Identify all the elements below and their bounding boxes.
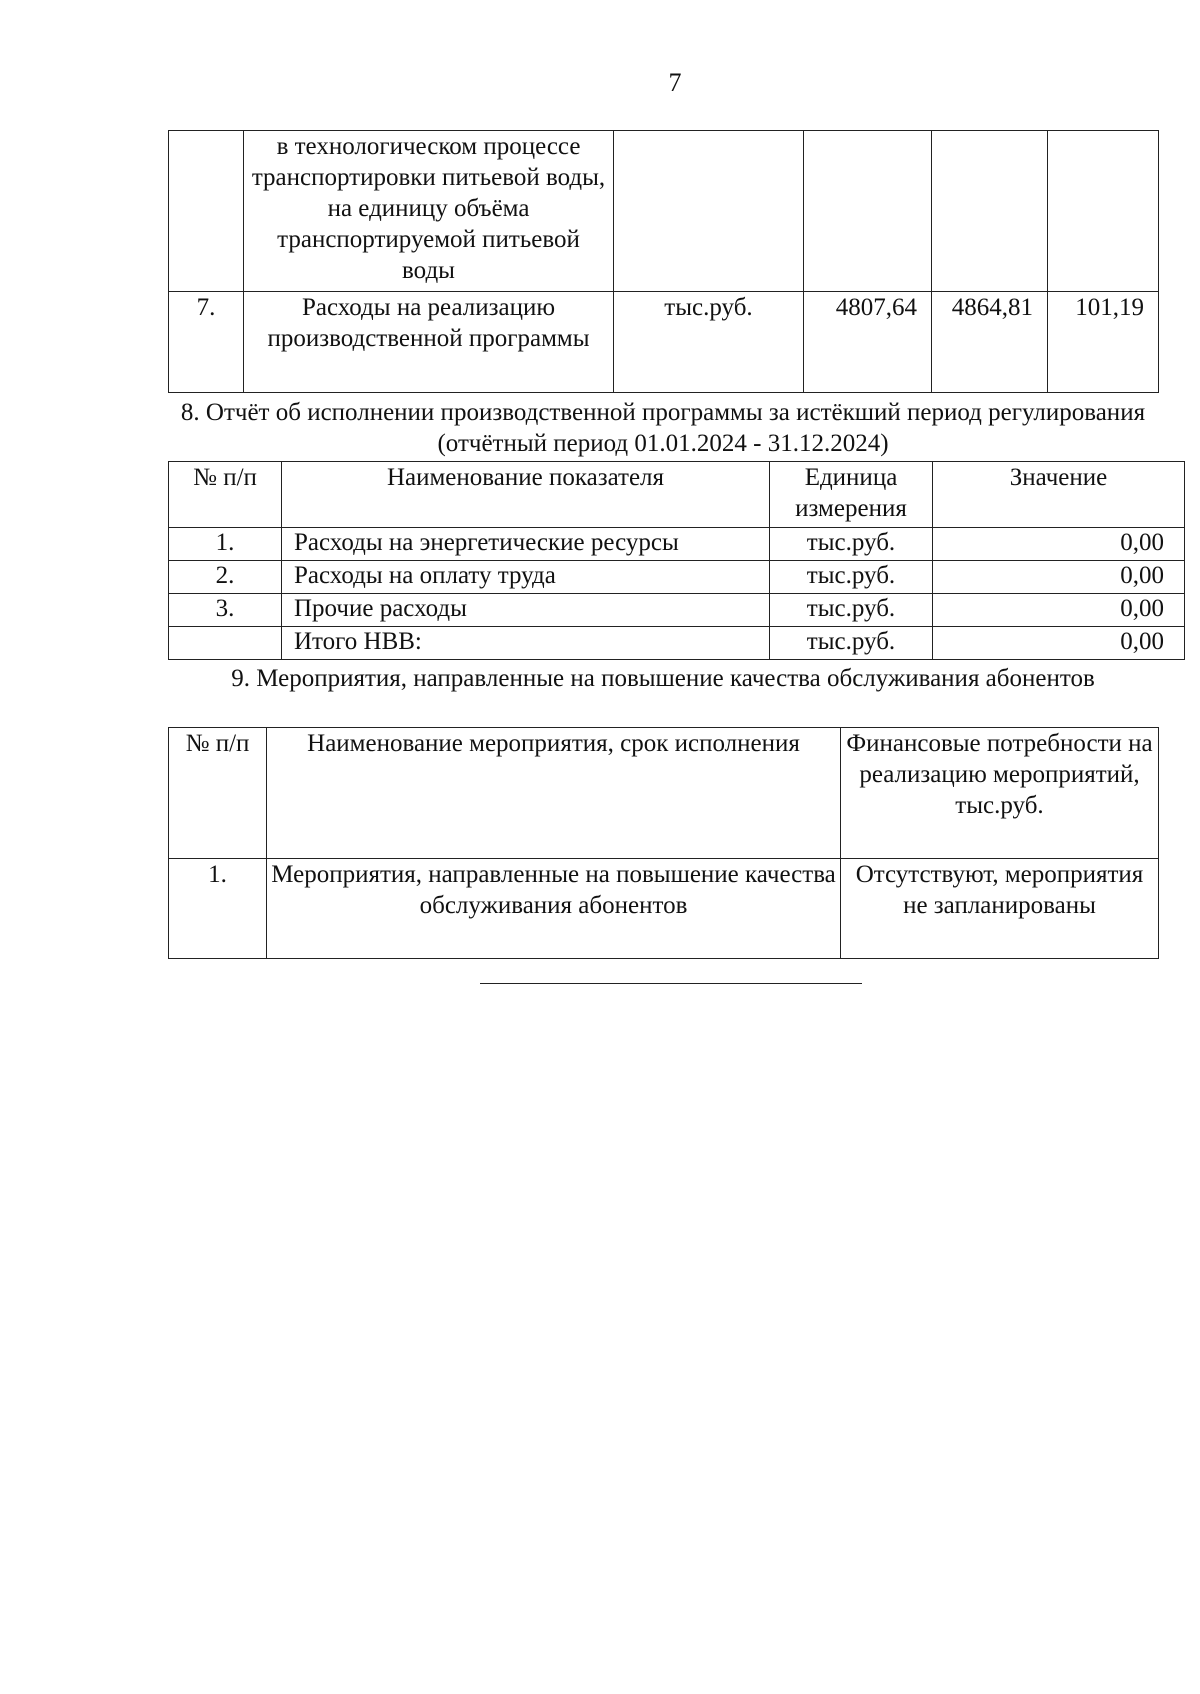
num-cell: 2. [169, 561, 282, 594]
header-finance: Финансовые потребности на реализацию мероприятий, тыс.руб. [841, 728, 1159, 859]
table-row [169, 292, 1159, 393]
table-row [169, 528, 1185, 561]
unit-cell: тыс.руб. [770, 561, 933, 594]
finance-cell: Отсутствуют, мероприятия не запланированы [841, 859, 1159, 959]
unit-cell: тыс.руб. [770, 528, 933, 561]
value-cell-2 [932, 131, 1048, 292]
header-value: Значение [933, 462, 1185, 528]
section-8-title: 8. Отчёт об исполнении производственной программы за истёкший период регулирования (отчётный период 01.01.2024 - 31.12.2024) [180, 399, 1146, 457]
value-cell-3 [1048, 131, 1159, 292]
table-row [169, 859, 1159, 959]
table-row [169, 561, 1185, 594]
total-label: Итого НВВ: [282, 627, 770, 660]
unit-cell: тыс.руб. [614, 292, 804, 393]
total-value: 0,00 [933, 627, 1185, 660]
value-cell: 0,00 [933, 561, 1185, 594]
num-cell: 3. [169, 594, 282, 627]
header-num: № п/п [169, 462, 282, 528]
header-num: № п/п [169, 728, 267, 859]
header-name: Наименование мероприятия, срок исполнения [267, 728, 841, 859]
section-9-title: 9. Мероприятия, направленные на повышение качества обслуживания абонентов [231, 665, 1095, 692]
end-divider [480, 983, 862, 984]
unit-cell [614, 131, 804, 292]
name-cell: Расходы на оплату труда [282, 561, 770, 594]
table-header-row [169, 462, 1185, 528]
total-row [169, 627, 1185, 660]
num-cell: 1. [169, 859, 267, 959]
measures-table [168, 727, 1159, 959]
name-cell: Прочие расходы [282, 594, 770, 627]
value-cell: 0,00 [933, 594, 1185, 627]
table-row [169, 594, 1185, 627]
num-cell: 1. [169, 528, 282, 561]
num-cell: 7. [169, 292, 244, 393]
header-unit: Единица измерения [770, 462, 933, 528]
name-cell: Мероприятия, направленные на повышение качества обслуживания абонентов [267, 859, 841, 959]
value-cell-1 [804, 131, 932, 292]
indicators-table-continuation [168, 130, 1159, 393]
num-cell [169, 627, 282, 660]
num-cell [169, 131, 244, 292]
indicator-name-cell: в технологическом процессе транспортировки питьевой воды, на единицу объёма транспортируемой питьевой воды [244, 131, 614, 292]
name-cell: Расходы на энергетические ресурсы [282, 528, 770, 561]
report-table [168, 461, 1185, 660]
indicator-name-cell: Расходы на реализацию производственной программы [244, 292, 614, 393]
value-cell-3: 101,19 [1048, 292, 1159, 393]
value-cell-2: 4864,81 [932, 292, 1048, 393]
unit-cell: тыс.руб. [770, 594, 933, 627]
value-cell: 0,00 [933, 528, 1185, 561]
table-header-row [169, 728, 1159, 859]
header-name: Наименование показателя [282, 462, 770, 528]
value-cell-1: 4807,64 [804, 292, 932, 393]
page-number: 7 [668, 68, 682, 97]
table-row [169, 131, 1159, 292]
unit-cell: тыс.руб. [770, 627, 933, 660]
